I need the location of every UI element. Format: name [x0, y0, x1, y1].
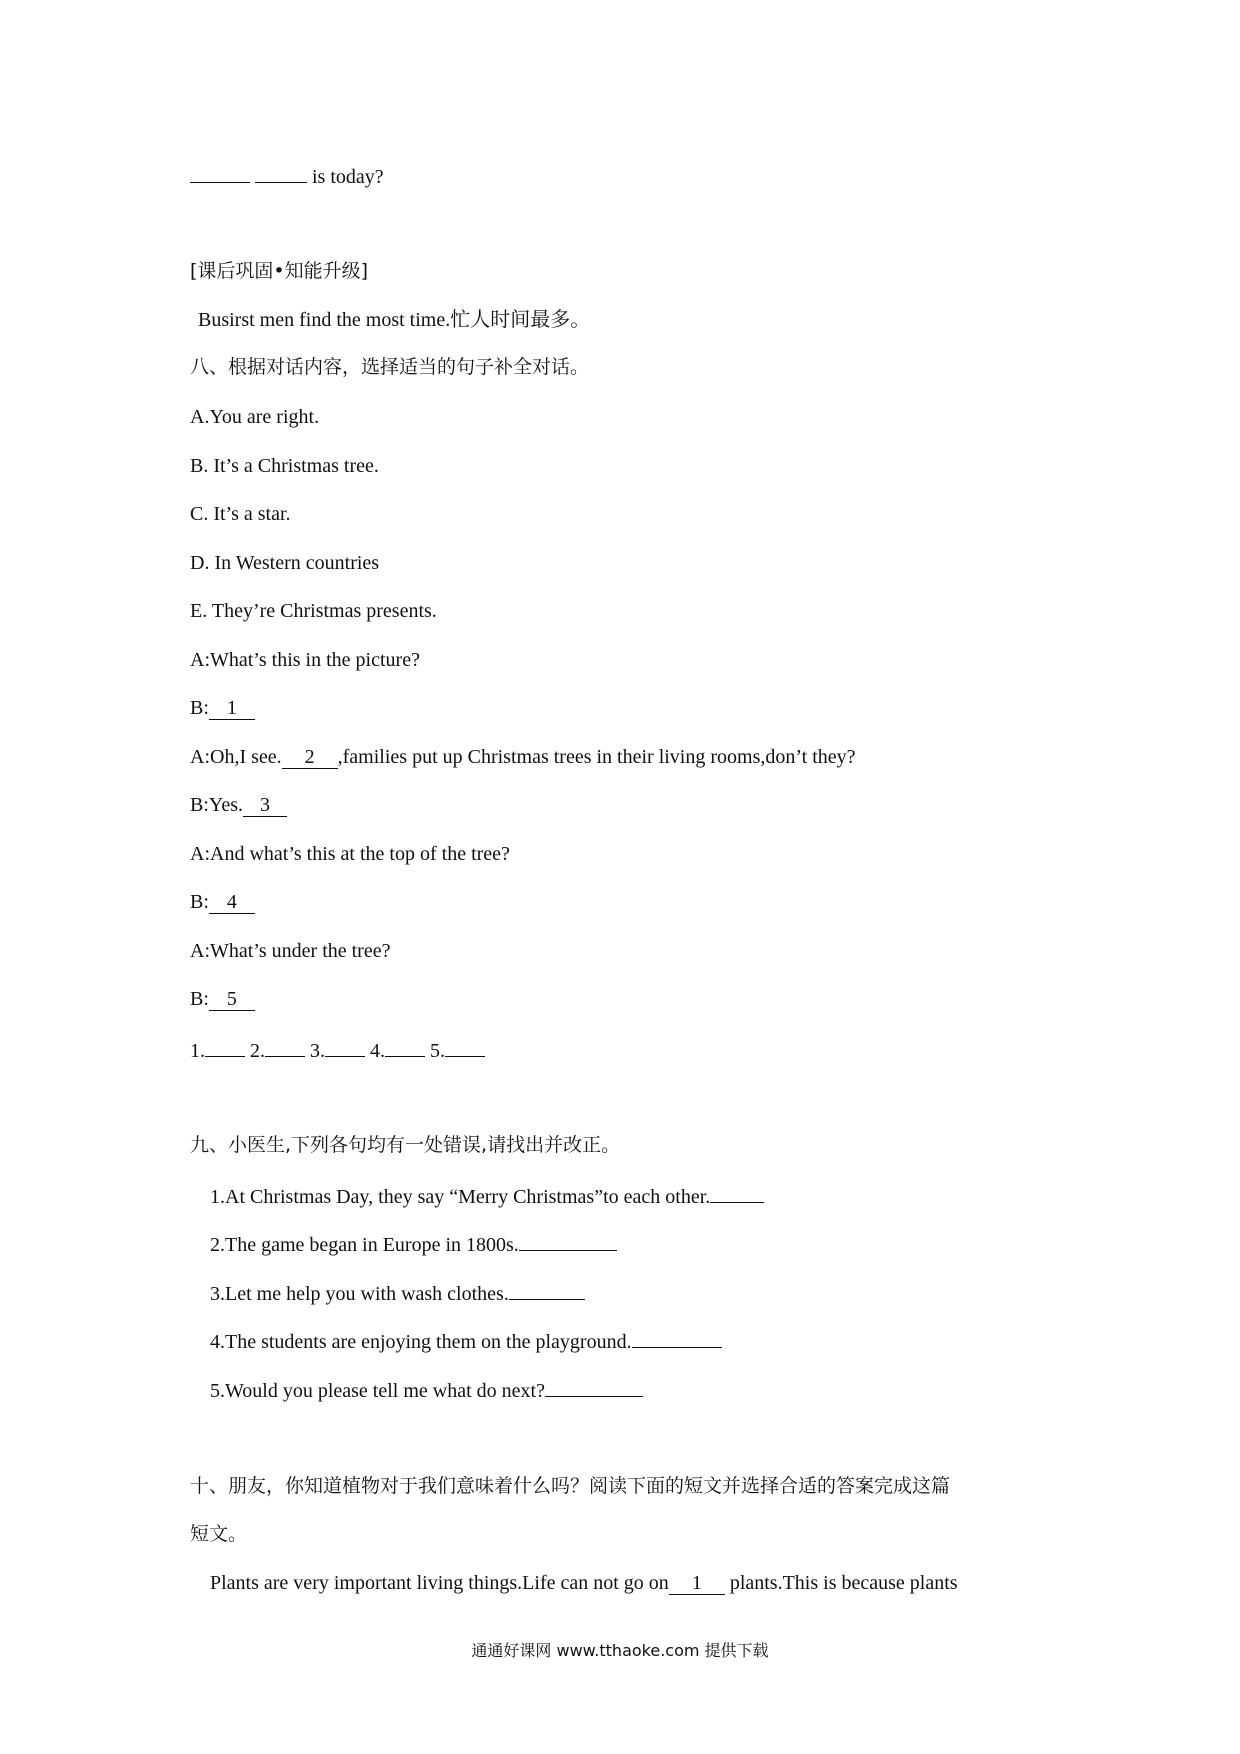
dialogue-line: A:What’s this in the picture?: [190, 649, 420, 671]
section-heading: [课后巩固•知能升级]: [190, 260, 369, 282]
answer-label: 5.: [430, 1040, 445, 1062]
dialogue-blank-4[interactable]: 4: [209, 891, 255, 914]
speaker-label: B:: [190, 697, 209, 719]
correction-blank[interactable]: [509, 1277, 585, 1300]
section-10-title-cont: 短文。: [190, 1523, 248, 1545]
dialogue-line: [190, 694, 255, 722]
option-d: D. In Western countries: [190, 552, 380, 574]
dialogue-blank-1[interactable]: 1: [209, 697, 255, 720]
option-c: C. It’s a star.: [190, 503, 291, 525]
correction-text: 5.Would you please tell me what do next?: [210, 1380, 545, 1402]
answer-blank[interactable]: [205, 1034, 245, 1057]
correction-item: [210, 1228, 617, 1259]
correction-text: 2.The game began in Europe in 1800s.: [210, 1234, 519, 1256]
correction-blank[interactable]: [710, 1180, 764, 1203]
dialogue-blank-2[interactable]: 2: [282, 746, 338, 769]
option-a: A.You are right.: [190, 406, 320, 428]
correction-text: 4.The students are enjoying them on the playground.: [210, 1331, 632, 1353]
section-8-title: 八、根据对话内容，选择适当的句子补全对话。: [190, 356, 590, 378]
answer-label: 3.: [310, 1040, 325, 1062]
dialogue-text: A:Oh,I see.: [190, 746, 282, 768]
answer-label: 1.: [190, 1040, 205, 1062]
speaker-label: B:: [190, 891, 209, 913]
correction-item: [210, 1277, 585, 1308]
answer-row: [190, 1034, 485, 1065]
dialogue-blank-3[interactable]: 3: [243, 794, 287, 817]
blank[interactable]: [190, 160, 250, 183]
dialogue-text: ,families put up Christmas trees in their living rooms,don’t they?: [337, 746, 856, 768]
question-text: is today?: [312, 166, 384, 188]
passage-text: Plants are very important living things.Life can not go on: [210, 1572, 669, 1594]
answer-blank[interactable]: [385, 1034, 425, 1057]
correction-text: 1.At Christmas Day, they say “Merry Christmas”to each other.: [210, 1186, 711, 1208]
dialogue-line: A:What’s under the tree?: [190, 940, 391, 962]
correction-item: [210, 1325, 722, 1356]
blank[interactable]: [255, 160, 307, 183]
footer-credit: 通通好课网 www.tthaoke.com 提供下载: [471, 1641, 769, 1660]
answer-blank[interactable]: [445, 1034, 485, 1057]
correction-text: 3.Let me help you with wash clothes.: [210, 1283, 509, 1305]
answer-blank[interactable]: [265, 1034, 305, 1057]
dialogue-text: B:Yes.: [190, 794, 243, 816]
answer-blank[interactable]: [325, 1034, 365, 1057]
dialogue-blank-5[interactable]: 5: [209, 988, 255, 1011]
dialogue-line: [190, 985, 255, 1013]
option-b: B. It’s a Christmas tree.: [190, 455, 379, 477]
passage-text: plants.This is because plants: [729, 1572, 958, 1594]
correction-item: [210, 1180, 764, 1211]
speaker-label: B:: [190, 988, 209, 1010]
correction-item: [210, 1374, 643, 1405]
question-line: [190, 160, 384, 191]
section-9-title: 九、小医生,下列各句均有一处错误,请找出并改正。: [190, 1134, 621, 1156]
dialogue-line: A:And what’s this at the top of the tree?: [190, 843, 510, 865]
answer-label: 4.: [370, 1040, 385, 1062]
dialogue-line: [190, 743, 856, 771]
correction-blank[interactable]: [519, 1228, 617, 1251]
proverb: Busirst men find the most time.忙人时间最多。: [198, 309, 591, 331]
passage-line: [210, 1569, 958, 1597]
option-e: E. They’re Christmas presents.: [190, 600, 437, 622]
dialogue-line: [190, 791, 287, 819]
section-10-title: 十、朋友，你知道植物对于我们意味着什么吗？阅读下面的短文并选择合适的答案完成这篇: [190, 1475, 951, 1497]
dialogue-line: [190, 888, 255, 916]
correction-blank[interactable]: [545, 1374, 643, 1397]
correction-blank[interactable]: [632, 1325, 722, 1348]
answer-label: 2.: [250, 1040, 265, 1062]
passage-blank-1[interactable]: 1: [669, 1572, 725, 1595]
